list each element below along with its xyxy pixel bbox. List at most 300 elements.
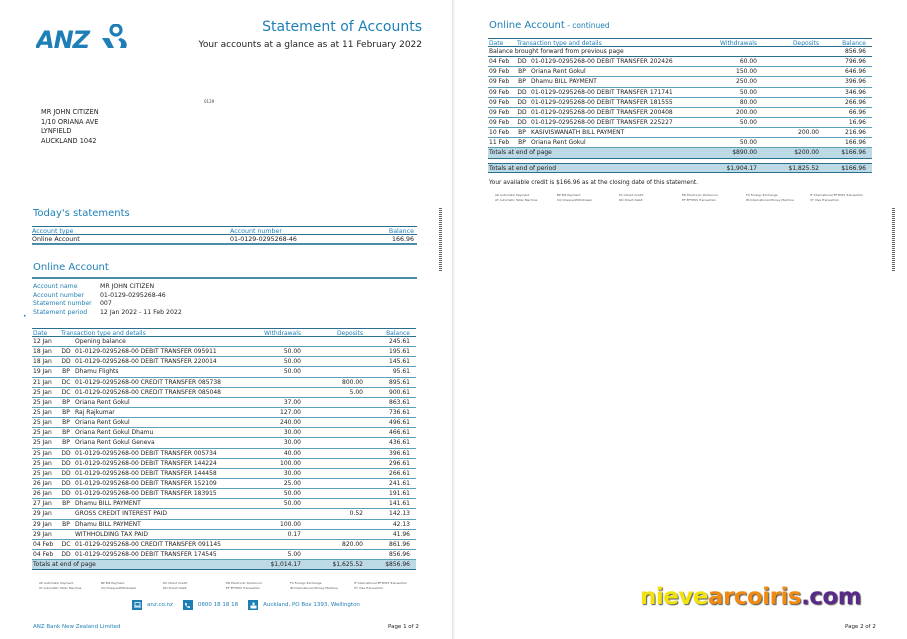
withdrawal-amount — [248, 337, 301, 346]
empty-cell — [757, 47, 819, 56]
legend-entry: CQ Cheque/Withdrawal — [101, 585, 136, 590]
legend-column — [163, 581, 226, 590]
transaction-description: 01-0129-0295268-00 DEBIT TRANSFER 200408 — [531, 108, 673, 116]
legend-column — [810, 193, 880, 202]
deposit-amount — [301, 520, 363, 529]
deposit-amount — [301, 469, 363, 478]
legend-column — [101, 581, 163, 590]
running-balance: 863.61 — [389, 398, 410, 406]
col-withdrawals: Withdrawals — [720, 40, 757, 47]
deposit-amount — [301, 530, 363, 539]
col-balance: Balance — [386, 330, 410, 337]
transaction-date: 09 Feb — [489, 68, 510, 76]
statement-number: 007 — [100, 300, 112, 308]
deposit-amount — [301, 337, 363, 346]
transaction-description: Dhamu BILL PAYMENT — [75, 520, 141, 528]
withdrawal-amount: 37.00 — [283, 398, 301, 406]
table-row[interactable] — [32, 509, 416, 519]
legend-entry: DC Direct Credit — [619, 193, 644, 197]
table-row[interactable] — [32, 499, 416, 509]
col-account-type: Account type — [32, 228, 74, 235]
running-balance: 16.96 — [848, 118, 866, 126]
totals-page-row — [488, 148, 872, 158]
watermark-part: arcoiris — [707, 584, 802, 610]
table-row[interactable] — [32, 438, 416, 448]
transaction-date: 18 Jan — [33, 358, 52, 366]
table-row[interactable] — [488, 128, 872, 138]
section-title-account: Online Account — [33, 262, 109, 273]
brought-forward-row — [488, 47, 872, 57]
legend-column — [354, 581, 424, 590]
transaction-date: 25 Jan — [33, 459, 52, 467]
transaction-type-code: BP — [518, 78, 526, 86]
transaction-date: 04 Feb — [33, 550, 54, 558]
totals-row — [32, 560, 416, 570]
deposit-amount — [301, 398, 363, 407]
legend-column — [495, 193, 557, 202]
total-balance: $856.96 — [385, 561, 410, 569]
transaction-description: 01-0129-0295268-00 DEBIT TRANSFER 174545 — [75, 550, 217, 558]
contact-phone[interactable] — [183, 600, 238, 610]
table-row[interactable] — [32, 235, 417, 245]
legend-entry: ED Electronic Dishonour — [682, 193, 719, 197]
transaction-date: 25 Jan — [33, 408, 52, 416]
address-line: LYNFIELD — [41, 127, 72, 136]
table-row[interactable] — [32, 530, 416, 540]
col-account-number: Account number — [230, 228, 283, 235]
running-balance: 66.96 — [848, 108, 866, 116]
deposit-amount — [757, 57, 819, 66]
running-balance: 41.96 — [392, 530, 410, 538]
table-header — [488, 38, 872, 47]
deposit-amount — [757, 138, 819, 147]
table-row[interactable] — [32, 367, 416, 377]
transaction-description: Oriana Rent Gokul — [531, 68, 586, 76]
laptop-icon — [132, 600, 142, 610]
section-title-today: Today's statements — [33, 208, 130, 219]
deposit-amount: 800.00 — [342, 378, 363, 386]
transaction-type-code: BP — [62, 520, 70, 528]
deposit-amount — [301, 459, 363, 468]
transaction-description: 01-0129-0295268-00 DEBIT TRANSFER 181555 — [531, 98, 673, 106]
table-row[interactable] — [32, 550, 416, 560]
transaction-description: Oriana Rent Gokul — [75, 398, 130, 406]
withdrawal-amount: 100.00 — [280, 520, 301, 528]
section-rule — [32, 277, 417, 279]
total-balance: $166.96 — [841, 149, 866, 157]
transaction-description: Oriana Rent Gokul — [531, 139, 586, 147]
page-number: Page 1 of 2 — [388, 624, 419, 630]
withdrawal-amount: 30.00 — [283, 469, 301, 477]
transaction-type-code: DD — [61, 490, 71, 498]
running-balance: 466.61 — [389, 429, 410, 437]
legend-entry: EF EFTPOS Transaction — [226, 585, 261, 590]
transaction-date: 09 Feb — [489, 98, 510, 106]
transaction-date: 25 Jan — [33, 419, 52, 427]
available-credit-note: Your available credit is $166.96 as at the closing date of this statement. — [489, 180, 698, 186]
running-balance: 245.61 — [389, 338, 410, 345]
withdrawal-amount: 50.00 — [739, 118, 757, 126]
col-deposits: Deposits — [336, 330, 363, 337]
transaction-date: 21 Jan — [33, 378, 52, 386]
watermark-part: .com — [801, 584, 862, 610]
deposit-amount: 820.00 — [342, 540, 363, 548]
total-withdrawals: $1,014.17 — [270, 561, 301, 569]
transaction-description: 01-0129-0295268-00 DEBIT TRANSFER 095911 — [75, 348, 217, 356]
legend-entry: AT Automatic Teller Machine — [495, 197, 538, 202]
transaction-description: KASIVISWANATH BILL PAYMENT — [531, 129, 625, 137]
transaction-type-code: BP — [62, 368, 70, 376]
deposit-amount: 0.52 — [349, 510, 363, 518]
running-balance: 191.61 — [389, 490, 410, 498]
transaction-type-code: DD — [61, 358, 71, 366]
transaction-description: Opening balance — [75, 338, 126, 345]
withdrawal-amount: 80.00 — [739, 98, 757, 106]
website-link[interactable]: anz.co.nz — [147, 602, 173, 608]
running-balance: 861.96 — [389, 540, 410, 548]
transaction-type-code: DD — [61, 479, 71, 487]
transaction-type-code: DD — [61, 459, 71, 467]
col-details: Transaction type and details — [517, 40, 602, 46]
transaction-type-code: DC — [61, 388, 71, 396]
deposit-amount — [301, 489, 363, 498]
transaction-date: 29 Jan — [33, 520, 52, 528]
account-number-value: 01-0129-0295268-46 — [100, 291, 166, 299]
legend-entry: CQ Cheque/Withdrawal — [557, 197, 592, 202]
running-balance: 895.61 — [389, 378, 410, 386]
table-row[interactable] — [488, 138, 872, 148]
legend-entry: ED Electronic Dishonour — [226, 581, 263, 585]
transaction-description: 01-0129-0295268-00 DEBIT TRANSFER 171741 — [531, 88, 673, 96]
deposit-amount — [301, 479, 363, 488]
transaction-date: 26 Jan — [33, 490, 52, 498]
table-row[interactable] — [32, 489, 416, 499]
page-subtitle: Your accounts at a glance as at 11 February 2022 — [198, 40, 422, 50]
totals-period-row — [488, 163, 872, 173]
page-number: Page 2 of 2 — [845, 624, 876, 630]
table-header — [32, 226, 417, 235]
table-row[interactable] — [32, 449, 416, 459]
running-balance: 142.13 — [389, 510, 410, 518]
deposit-amount — [757, 67, 819, 76]
transaction-date: 19 Jan — [33, 368, 52, 376]
withdrawal-amount — [704, 128, 757, 137]
transaction-type-code: BP — [518, 129, 526, 137]
legend-column — [619, 193, 682, 202]
address-line: 1/10 ORIANA AVE — [41, 117, 99, 126]
contact-web[interactable] — [132, 600, 173, 610]
transaction-type-code: BP — [518, 139, 526, 147]
transaction-description: WITHHOLDING TAX PAID — [75, 530, 148, 538]
transaction-type-code: DD — [517, 98, 527, 106]
transaction-date: 12 Jan — [33, 338, 52, 345]
table-row[interactable] — [488, 88, 872, 98]
continued-label: - continued — [564, 21, 610, 30]
transaction-type-code: BP — [62, 439, 70, 447]
legend-entry: AP Automatic Payment — [39, 581, 74, 585]
deposit-amount — [301, 357, 363, 366]
address-line: AUCKLAND 1042 — [41, 136, 97, 145]
deposit-amount — [301, 550, 363, 559]
period-withdrawals: $1,904.17 — [726, 164, 757, 172]
running-balance: 496.61 — [389, 419, 410, 427]
deposit-amount: 5.00 — [349, 388, 363, 396]
legend-column — [682, 193, 746, 202]
table-row[interactable] — [32, 479, 416, 489]
legend-column — [290, 581, 354, 590]
account-type: Online Account — [32, 236, 80, 243]
table-row[interactable] — [32, 388, 416, 398]
deposit-amount — [301, 449, 363, 458]
withdrawal-amount — [248, 378, 301, 387]
transaction-type-code: BP — [62, 398, 70, 406]
running-balance: 900.61 — [389, 388, 410, 396]
barcode — [439, 208, 442, 272]
transaction-date: 18 Jan — [33, 348, 52, 356]
transaction-type-code: DD — [517, 88, 527, 96]
info-label: Account name — [33, 283, 78, 290]
bullet-marker: • — [23, 313, 27, 320]
contact-bar — [132, 600, 370, 610]
table-row[interactable] — [32, 520, 416, 530]
mailing-address — [41, 108, 99, 146]
total-deposits: $1,625.52 — [332, 561, 363, 569]
transaction-date: 27 Jan — [33, 500, 52, 508]
transaction-date: 11 Feb — [489, 139, 510, 147]
running-balance: 646.96 — [845, 68, 866, 76]
col-balance: Balance — [842, 40, 866, 47]
withdrawal-amount: 240.00 — [280, 419, 301, 427]
transaction-date: 25 Jan — [33, 398, 52, 406]
transaction-description: 01-0129-0295268-00 DEBIT TRANSFER 144224 — [75, 459, 217, 467]
statement-page-1 — [0, 0, 452, 639]
transaction-type-code: DD — [517, 108, 527, 116]
withdrawal-amount — [248, 388, 301, 397]
info-label: Account number — [33, 291, 85, 299]
legend-entry: FX Foreign Exchange — [290, 581, 322, 585]
transaction-description: Oriana Rent Gokul Dhamu — [75, 429, 154, 437]
col-deposits: Deposits — [792, 40, 819, 47]
withdrawal-amount — [248, 509, 301, 518]
transaction-type-code: DD — [61, 348, 71, 356]
table-row[interactable] — [32, 398, 416, 408]
table-row[interactable] — [32, 418, 416, 428]
running-balance: 195.61 — [389, 348, 410, 356]
col-withdrawals: Withdrawals — [264, 330, 301, 337]
empty-cell — [704, 47, 757, 56]
totals-period-label: Totals at end of period — [489, 164, 556, 172]
withdrawal-amount: 5.00 — [287, 550, 301, 558]
running-balance: 216.96 — [845, 129, 866, 137]
running-balance: 266.61 — [389, 469, 410, 477]
deposit-amount — [301, 367, 363, 376]
deposit-amount — [757, 88, 819, 97]
withdrawal-amount: 50.00 — [283, 358, 301, 366]
running-balance: 241.61 — [389, 479, 410, 487]
withdrawal-amount: 50.00 — [283, 348, 301, 356]
legend-entry: FX Foreign Exchange — [746, 193, 778, 197]
section-title: Online Account — [489, 20, 565, 31]
brought-forward-balance: 856.96 — [845, 48, 866, 55]
postal-address: Auckland, PO Box 1393, Wellington — [263, 602, 360, 608]
legend-entry: BP Bill Payment — [557, 193, 581, 197]
running-balance: 42.13 — [392, 520, 410, 528]
transaction-description: 01-0129-0295268-00 CREDIT TRANSFER 085048 — [75, 388, 221, 396]
running-balance: 266.96 — [845, 98, 866, 106]
transaction-type-code: DD — [517, 58, 527, 66]
legend-column — [226, 581, 290, 590]
transaction-date: 25 Jan — [33, 429, 52, 437]
col-date: Date — [489, 40, 504, 47]
deposit-amount — [301, 347, 363, 356]
running-balance: 296.61 — [389, 459, 410, 467]
branch-code: 0129 — [204, 99, 215, 104]
table-row[interactable] — [32, 408, 416, 418]
deposit-amount — [301, 408, 363, 417]
table-row[interactable] — [32, 469, 416, 479]
transaction-type-code — [59, 509, 73, 518]
table-row[interactable] — [488, 98, 872, 108]
anz-logo — [36, 24, 128, 52]
totals-label: Totals at end of page — [33, 561, 96, 569]
period-balance: $166.96 — [841, 164, 866, 172]
info-label: Statement period — [33, 308, 88, 316]
table-row[interactable] — [488, 108, 872, 118]
running-balance: 736.61 — [389, 408, 410, 416]
transaction-date: 29 Jan — [33, 530, 52, 538]
legend-entry: AP Automatic Payment — [495, 193, 530, 197]
transaction-description: GROSS CREDIT INTEREST PAID — [75, 510, 167, 518]
table-row[interactable] — [32, 428, 416, 438]
deposit-amount — [757, 118, 819, 127]
legend-entry: IM International Money Machine — [746, 197, 794, 202]
withdrawal-amount: 50.00 — [283, 368, 301, 376]
withdrawal-amount: 50.00 — [283, 500, 301, 508]
withdrawal-amount: 200.00 — [736, 108, 757, 116]
deposit-amount — [301, 438, 363, 447]
table-row[interactable] — [32, 347, 416, 357]
transaction-date: 09 Feb — [489, 118, 510, 126]
transaction-description: Raj Rajkumar — [75, 408, 115, 416]
legend-entry: VT Visa Transaction — [354, 585, 384, 590]
table-row[interactable] — [32, 357, 416, 367]
transaction-date: 09 Feb — [489, 88, 510, 96]
legend-entry: IF International EFTPOS Transaction — [354, 581, 408, 585]
withdrawal-amount: 50.00 — [739, 139, 757, 147]
legend-entry: DD Direct Debit — [619, 197, 643, 202]
running-balance: 346.96 — [845, 88, 866, 96]
transaction-type-code: DD — [61, 550, 71, 558]
withdrawal-amount: 50.00 — [739, 88, 757, 96]
deposit-amount — [757, 77, 819, 86]
transaction-description: 01-0129-0295268-00 DEBIT TRANSFER 220014 — [75, 358, 217, 366]
barcode — [892, 208, 895, 272]
transaction-date: 09 Feb — [489, 78, 510, 86]
table-row[interactable] — [488, 118, 872, 128]
transaction-description: Dhamu BILL PAYMENT — [531, 78, 597, 86]
transaction-description: Dhamu BILL PAYMENT — [75, 500, 141, 508]
transaction-description: 01-0129-0295268-00 DEBIT TRANSFER 183915 — [75, 490, 217, 498]
today-statements-table — [32, 226, 417, 245]
legend-entry: DD Direct Debit — [163, 585, 187, 590]
bank-name: ANZ Bank New Zealand Limited — [33, 624, 121, 630]
phone-icon — [183, 600, 193, 610]
transaction-type-code — [59, 530, 73, 539]
withdrawal-amount: 30.00 — [283, 439, 301, 447]
running-balance: 856.96 — [389, 550, 410, 558]
running-balance: 166.96 — [845, 139, 866, 147]
withdrawal-amount: 40.00 — [283, 449, 301, 457]
transaction-type-code: DC — [61, 540, 71, 548]
transaction-date: 25 Jan — [33, 449, 52, 457]
deposit-amount — [301, 499, 363, 508]
brought-forward-label: Balance brought forward from previous page — [489, 48, 624, 55]
table-header — [32, 328, 416, 337]
transaction-date: 25 Jan — [33, 388, 52, 396]
mailbox-icon — [248, 600, 258, 610]
account-info — [33, 283, 182, 317]
deposit-amount — [757, 108, 819, 117]
transactions-table-continued — [488, 38, 872, 173]
transaction-description: 01-0129-0295268-00 CREDIT TRANSFER 091145 — [75, 540, 221, 548]
legend-entry: EF EFTPOS Transaction — [682, 197, 717, 202]
col-balance: Balance — [388, 228, 414, 235]
withdrawal-amount: 127.00 — [280, 408, 301, 416]
table-row[interactable] — [32, 337, 416, 347]
legend-entry: BP Bill Payment — [101, 581, 125, 585]
transaction-description: Oriana Rent Gokul Geneva — [75, 439, 155, 447]
account-name: MR JOHN CITIZEN — [100, 283, 155, 290]
table-row[interactable] — [32, 459, 416, 469]
info-label: Statement number — [33, 300, 92, 308]
table-row[interactable] — [488, 77, 872, 87]
transaction-date: 25 Jan — [33, 469, 52, 477]
statement-period: 12 Jan 2022 - 11 Feb 2022 — [100, 308, 182, 316]
table-row[interactable] — [488, 67, 872, 77]
period-deposits: $1,825.52 — [788, 164, 819, 172]
legend-entry: VT Visa Transaction — [810, 197, 840, 202]
phone-number[interactable]: 0800 18 18 18 — [197, 602, 239, 608]
transaction-description: 01-0129-0295268-00 CREDIT TRANSFER 085738 — [75, 378, 221, 386]
transaction-description: Dhamu Flights — [75, 368, 119, 376]
transaction-code-legend — [39, 581, 424, 590]
transaction-type-code: BP — [62, 408, 70, 416]
legend-column — [557, 193, 619, 202]
transactions-table — [32, 328, 416, 570]
transaction-description: 01-0129-0295268-00 DEBIT TRANSFER 005734 — [75, 449, 217, 457]
table-row[interactable] — [32, 540, 416, 550]
transaction-code-legend — [495, 193, 880, 202]
transaction-description: 01-0129-0295268-00 DEBIT TRANSFER 152109 — [75, 479, 217, 487]
transaction-type-code: BP — [62, 419, 70, 427]
transaction-date: 09 Feb — [489, 108, 510, 116]
transaction-date: 26 Jan — [33, 479, 52, 487]
table-row[interactable] — [32, 378, 416, 388]
table-row[interactable] — [488, 57, 872, 67]
withdrawal-amount: 100.00 — [280, 459, 301, 467]
deposit-amount — [301, 418, 363, 427]
account-number: 01-0129-0295268-46 — [230, 236, 297, 243]
deposit-amount — [301, 428, 363, 437]
statement-page-2 — [455, 0, 907, 639]
page-title: Statement of Accounts — [262, 19, 422, 35]
legend-entry: IF International EFTPOS Transaction — [810, 193, 864, 197]
transaction-type-code: BP — [62, 500, 70, 508]
totals-label: Totals at end of page — [489, 149, 552, 157]
svg-text:ANZ: ANZ — [36, 26, 90, 52]
transaction-type-code: DD — [517, 118, 527, 126]
withdrawal-amount: 150.00 — [736, 68, 757, 76]
